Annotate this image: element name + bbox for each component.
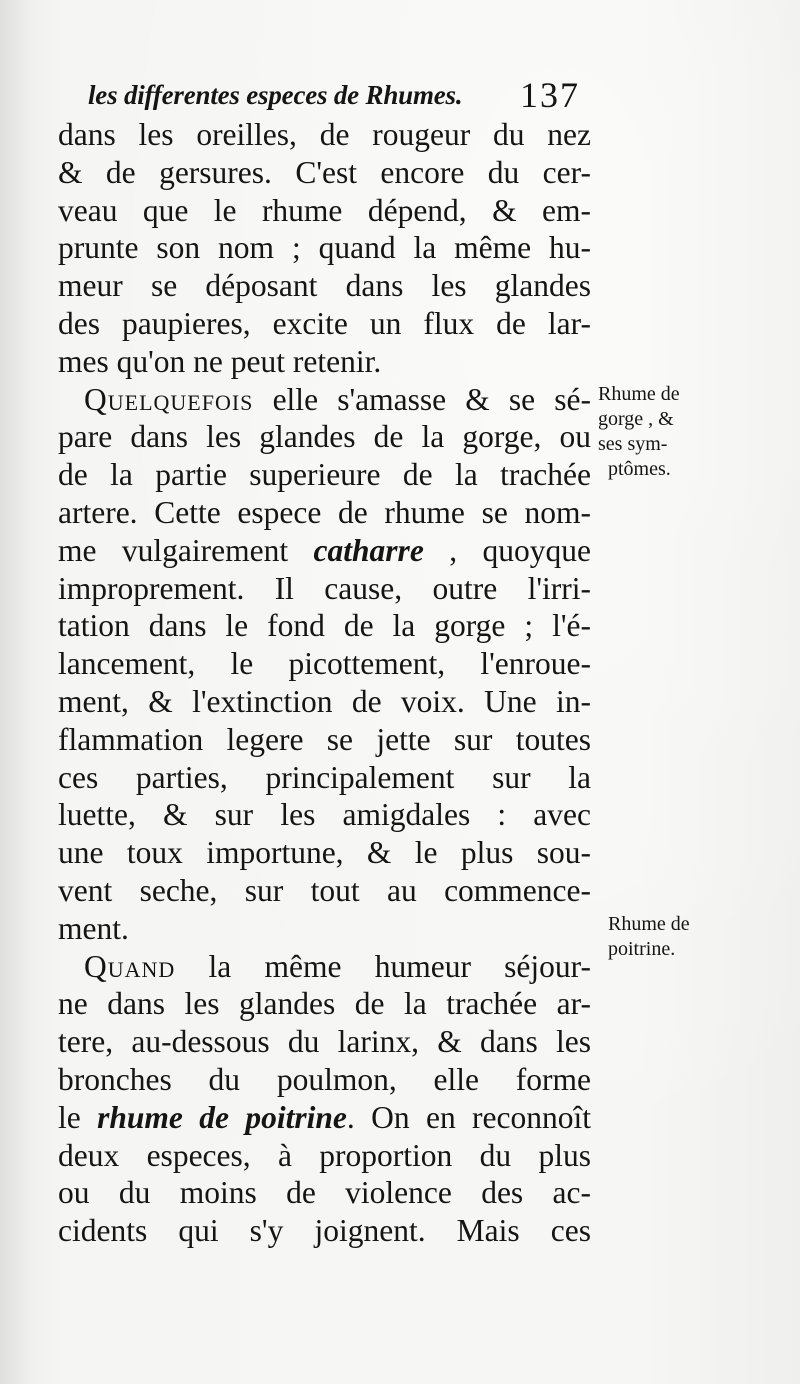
margin-note-rhume-de-gorge <box>598 382 680 482</box>
text-segment: elle s'amasse & se sé- <box>272 381 591 417</box>
small-caps-word: Quelquefois <box>84 381 254 417</box>
text-segment: me vulgairement <box>58 532 289 568</box>
text-line: tere, au-dessous du larinx, & dans les <box>58 1024 591 1060</box>
text-segment: , quoyque <box>449 532 592 568</box>
text-line: ces parties, principalement sur la <box>58 759 591 795</box>
text-segment: le <box>58 1099 81 1135</box>
page-header <box>88 72 588 116</box>
text-line: pare dans les glandes de la gorge, ou <box>58 419 591 455</box>
text-line: de la partie superieure de la trachée <box>58 457 591 493</box>
text-line: mes qu'on ne peut retenir. <box>58 343 382 379</box>
text-line: flammation legere se jette sur toutes <box>58 721 591 757</box>
text-line: meur se déposant dans les glandes <box>58 268 591 304</box>
italic-term: catharre <box>313 532 424 568</box>
text-line <box>46 1099 591 1137</box>
text-line: une toux importune, & le plus sou- <box>58 835 591 871</box>
body-text <box>46 116 591 1250</box>
text-line: ment, & l'extinction de voix. Une in- <box>58 683 591 719</box>
margin-note-line: Rhume de <box>598 383 680 405</box>
running-title: les differentes especes de Rhumes. <box>88 80 463 110</box>
text-line: & de gersures. C'est encore du cer- <box>58 154 591 190</box>
text-segment: la même humeur séjour- <box>208 948 591 984</box>
text-line: ou du moins de violence des ac- <box>58 1175 591 1211</box>
paragraph-start <box>46 381 591 419</box>
gutter-shadow <box>0 0 30 1384</box>
text-line: artere. Cette espece de rhume se nom- <box>58 494 591 530</box>
page-number: 137 <box>520 75 580 115</box>
small-caps-word: Quand <box>84 948 176 984</box>
text-line <box>46 532 591 570</box>
italic-term: rhume de poitrine <box>97 1099 347 1135</box>
text-line: deux especes, à proportion du plus <box>58 1137 591 1173</box>
text-line: ne dans les glandes de la trachée ar- <box>58 986 591 1022</box>
margin-note-line: ses sym- <box>598 433 668 455</box>
margin-note-line: Rhume de <box>608 913 690 935</box>
text-line: vent seche, sur tout au commence- <box>58 872 591 908</box>
text-line: des paupieres, excite un flux de lar- <box>58 305 591 341</box>
margin-note-line: gorge , & <box>598 408 674 430</box>
text-line: lancement, le picottement, l'enroue- <box>58 646 591 682</box>
text-line: luette, & sur les amigdales : avec <box>58 797 591 833</box>
text-line: prunte son nom ; quand la même hu- <box>58 230 591 266</box>
paragraph-start <box>46 948 591 986</box>
margin-note-line: ptômes. <box>608 458 671 480</box>
text-line: veau que le rhume dépend, & em- <box>58 192 591 228</box>
margin-note-line: poitrine. <box>608 938 676 960</box>
text-segment: . On en reconnoît <box>346 1099 592 1135</box>
text-line: tation dans le fond de la gorge ; l'é- <box>58 608 591 644</box>
text-line: cidents qui s'y joignent. Mais ces <box>58 1213 591 1249</box>
text-line: ment. <box>58 910 129 946</box>
text-line: dans les oreilles, de rougeur du nez <box>58 117 591 152</box>
margin-note-rhume-de-poitrine <box>608 912 690 962</box>
text-line: bronches du poulmon, elle forme <box>58 1061 591 1097</box>
text-line: improprement. Il cause, outre l'irri- <box>58 570 591 606</box>
